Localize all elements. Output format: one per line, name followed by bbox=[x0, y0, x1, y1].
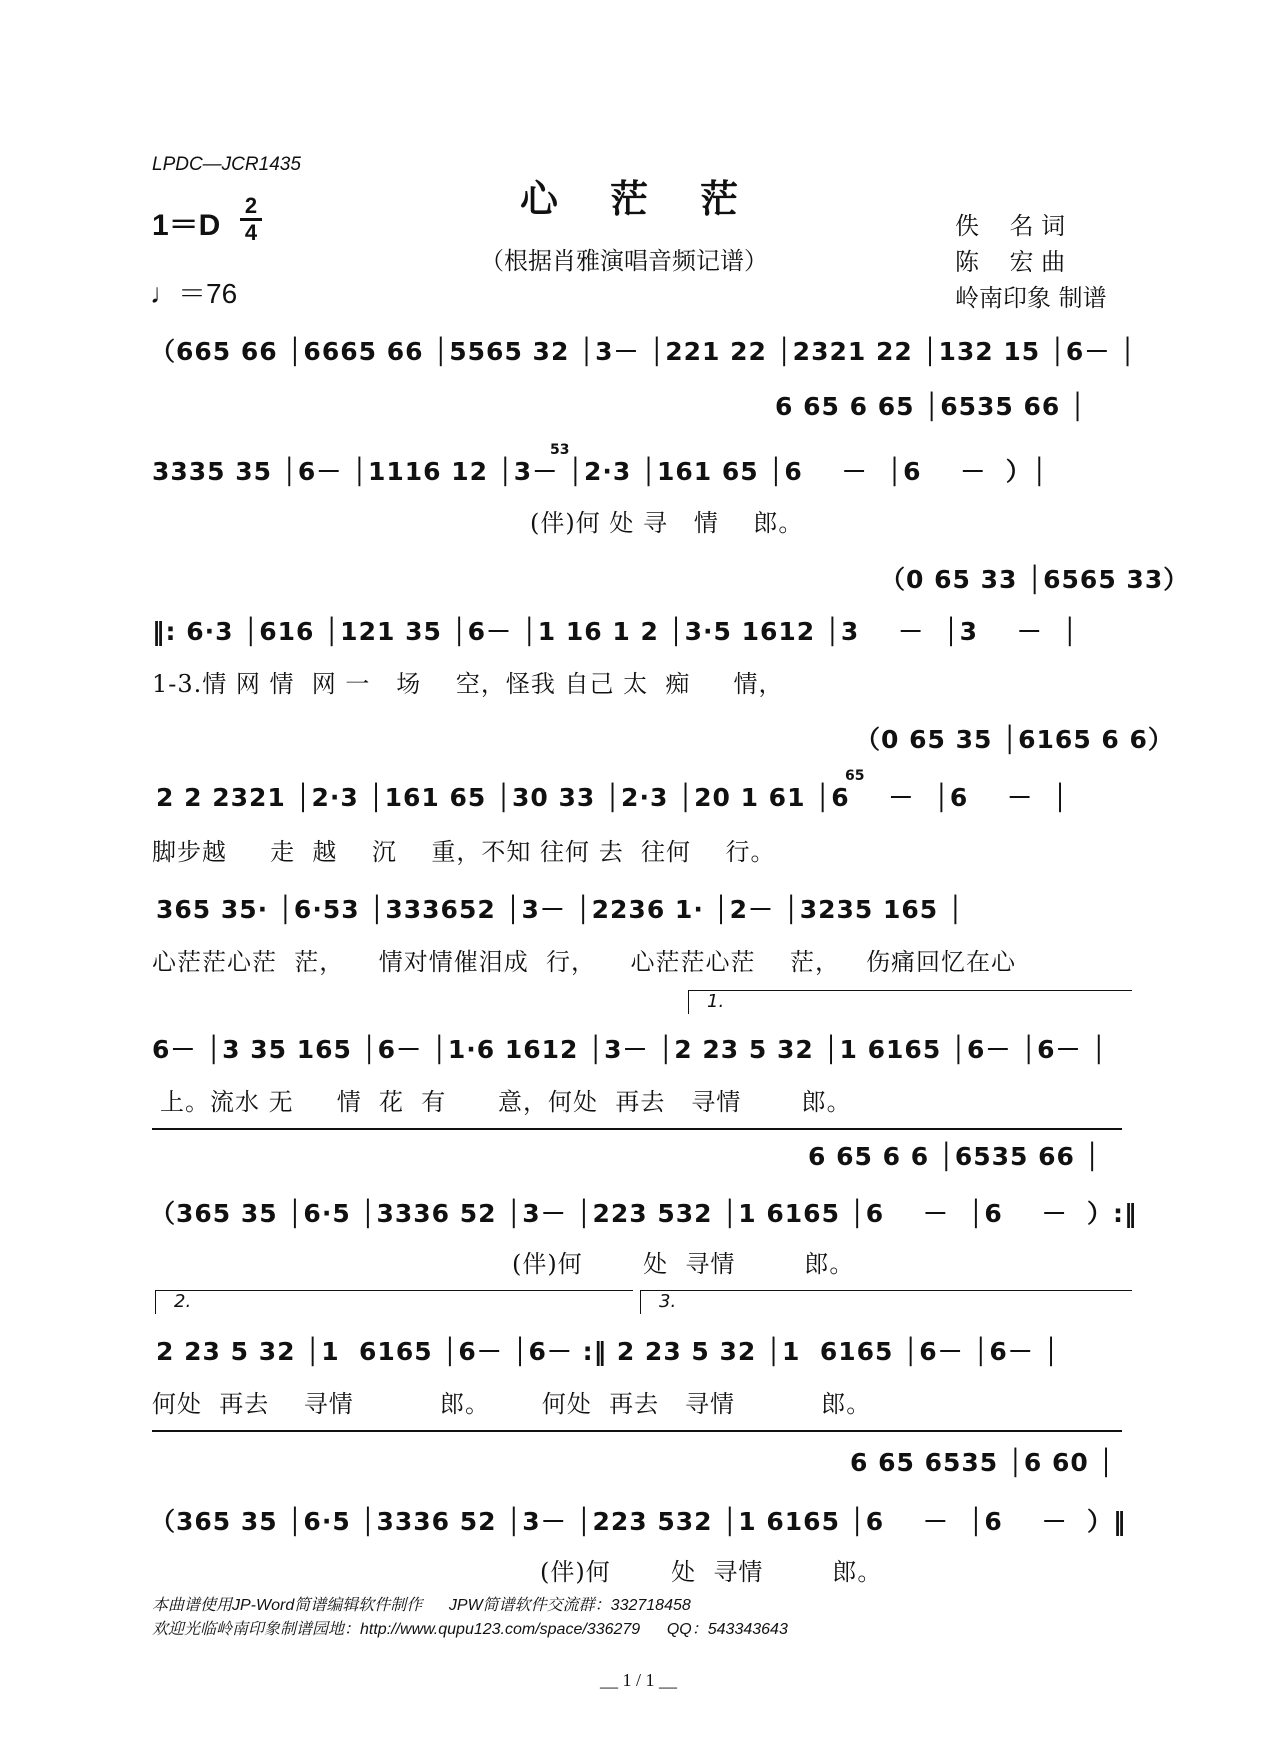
ending-divider bbox=[152, 1128, 1122, 1130]
score-row-9-upper: 6 65 6535 │6 60 │ bbox=[850, 1448, 1115, 1477]
score-row-5: 365 35· │6·53 │333652 │3－ │2236 1· │2－ │3235 165 │ bbox=[156, 895, 964, 924]
final-divider bbox=[152, 1430, 1122, 1432]
grace-note-65: 65 bbox=[845, 768, 865, 784]
score-row-6: 6－ │3 35 165 │6－ │1·6 1612 │3－ │2 23 5 32 │1 6165 │6－ │6－ │ bbox=[152, 1035, 1108, 1064]
score-row-2-upper: 6 65 6 65 │6535 66 │ bbox=[775, 392, 1087, 421]
lyric-row-8: 何处 再去 寻情 郎。 何处 再去 寻情 郎。 bbox=[152, 1390, 872, 1418]
footer-website-note: 欢迎光临岭南印象制谱园地：http://www.qupu123.com/space/336279 QQ：543343643 bbox=[152, 1621, 788, 1638]
time-signature-bottom: 4 bbox=[244, 220, 258, 245]
lyricist-credit: 佚 名 词 bbox=[955, 212, 1066, 240]
score-row-9: （365 35 │6·5 │3336 52 │3－ │223 532 │1 6165 │6 － │6 － ）‖ bbox=[150, 1507, 1127, 1536]
score-row-8: 2 23 5 32 │1 6165 │6－ │6－ :‖ 2 23 5 32 │1 6165 │6－ │6－ │ bbox=[156, 1337, 1060, 1366]
composer-credit: 陈 宏 曲 bbox=[955, 248, 1066, 276]
score-row-4-upper: （0 65 35 │6165 6 6） bbox=[855, 725, 1174, 754]
song-title: 心茫茫 bbox=[520, 176, 791, 221]
score-row-3-upper: （0 65 33 │6565 33） bbox=[880, 565, 1190, 594]
lyric-row-7: (伴)何 处 寻情 郎。 bbox=[512, 1250, 855, 1278]
page-number: __ 1 / 1 __ bbox=[600, 1670, 678, 1690]
third-ending-bracket: 3. bbox=[640, 1290, 1132, 1314]
tempo-marking: ♩＝76 bbox=[150, 278, 238, 309]
first-ending-bracket: 1. bbox=[688, 990, 1132, 1014]
time-signature bbox=[238, 194, 264, 245]
score-row-3: ‖: 6·3 │616 │121 35 │6－ │1 16 1 2 │3·5 1612 │3 － │3 － │ bbox=[152, 617, 1079, 646]
lyric-row-6: 上。流水 无 情 花 有 意，何处 再去 寻情 郎。 bbox=[160, 1088, 852, 1116]
score-row-4: 2 2 2321 │2·3 │161 65 │30 33 │2·3 │20 1 61 │6 － │6 － │ bbox=[156, 783, 1069, 812]
lyric-row-9: (伴)何 处 寻情 郎。 bbox=[540, 1558, 883, 1586]
grace-note-53: 53 bbox=[550, 442, 570, 458]
score-row-7: （365 35 │6·5 │3336 52 │3－ │223 532 │1 6165 │6 － │6 － ）:‖ bbox=[150, 1199, 1138, 1228]
score-row-1: （665 66 │6665 66 │5565 32 │3－ │221 22 │2321 22 │132 15 │6－ │ bbox=[150, 337, 1137, 366]
key-signature: 1＝D bbox=[152, 209, 221, 242]
score-row-2: 3335 35 │6－ │1116 12 │3－ │2·3 │161 65 │6 － │6 － ）│ bbox=[152, 457, 1048, 486]
lyric-row-4: 脚步越 走 越 沉 重，不知 往何 去 往何 行。 bbox=[152, 838, 776, 866]
time-signature-top: 2 bbox=[244, 193, 258, 218]
lyric-row-2: (伴)何 处 寻 情 郎。 bbox=[530, 509, 804, 537]
score-code: LPDC—JCR1435 bbox=[152, 154, 301, 175]
lyric-row-5: 心茫茫心茫 茫， 情对情催泪成 行， 心茫茫心茫 茫， 伤痛回忆在心 bbox=[152, 948, 1016, 976]
arranger-credit: 岭南印象 制谱 bbox=[955, 284, 1107, 312]
lyric-row-3: 1-3.情 网 情 网 一 场 空，怪我 自己 太 痴 情， bbox=[152, 670, 784, 698]
song-subtitle: （根据肖雅演唱音频记谱） bbox=[480, 247, 768, 275]
second-ending-bracket: 2. bbox=[155, 1290, 633, 1314]
score-row-7-upper: 6 65 6 6 │6535 66 │ bbox=[808, 1142, 1101, 1171]
footer-software-note: 本曲谱使用JP-Word简谱编辑软件制作 JPW简谱软件交流群：332718458 bbox=[152, 1597, 691, 1614]
